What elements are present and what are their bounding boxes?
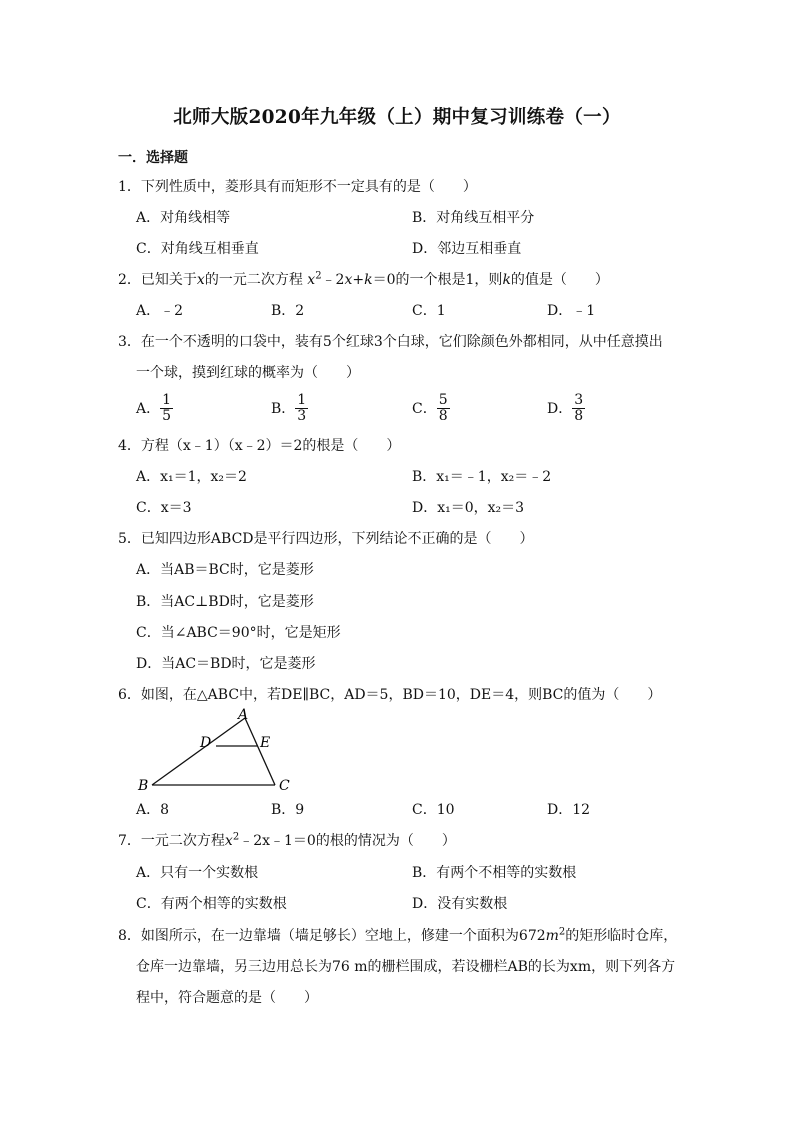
q2-text-b: 的一元二次方程 [204,272,303,288]
fraction: $\frac{5}{8}$ [438,392,448,424]
question-2-option-d: D．﹣1 [547,303,596,319]
question-3-option-d: D． $\frac{3}{8}$ [547,392,584,424]
question-5-option-a: A．当AB＝BC时，它是菱形 [136,562,314,578]
question-6-option-d: D．12 [547,802,591,818]
question-1-option-c: C．对角线互相垂直 [136,241,259,257]
question-4-option-d: D．x₁＝0，x₂＝3 [412,500,525,516]
question-7-option-a: A．只有一个实数根 [136,865,259,881]
question-8-stem-line2: 仓库一边靠墙，另三边用总长为76 m的栅栏围成，若设栅栏AB的长为xm，则下列各方 [136,959,676,975]
q7-var-x2: x [224,833,233,849]
label-b: B [138,778,149,794]
question-3-stem-line1: 3．在一个不透明的口袋中，装有5个红球3个白球，它们除颜色外都相同，从中任意摸出 [118,334,663,350]
question-5-stem: 5．已知四边形ABCD是平行四边形，下列结论不正确的是（ ） [118,531,534,547]
question-6-option-a: A．8 [136,802,170,818]
question-5-option-b: B．当AC⊥BD时，它是菱形 [136,594,314,610]
question-3-stem-line2: 一个球，摸到红球的概率为（ ） [136,365,360,381]
fraction: $\frac{1}{3}$ [297,392,307,424]
question-5-option-c: C．当∠ABC＝90°时，它是矩形 [136,625,341,641]
page-title: 北师大版2020年九年级（上）期中复习训练卷（一） [173,107,621,128]
q8-exponent: 2 [558,926,566,938]
question-7-option-b: B．有两个不相等的实数根 [412,865,577,881]
question-2-option-b: B．2 [271,303,305,319]
side-ab [152,718,245,785]
question-6-option-b: B．9 [271,802,305,818]
question-4-option-a: A．x₁＝1，x₂＝2 [136,469,247,485]
question-4-option-c: C．x＝3 [136,500,192,516]
q8-unit-m: m [545,928,559,944]
question-8-stem-line1: 8．如图所示，在一边靠墙（墙足够长）空地上，修建一个面积为$672m^2$的矩形临时仓库， [118,926,678,944]
label-d: D [200,735,212,751]
fraction: $\frac{1}{5}$ [162,392,172,424]
fraction: $\frac{3}{8}$ [574,392,584,424]
triangle-figure [130,706,310,798]
question-1-option-a: A．对角线相等 [136,210,231,226]
section-heading: 一．选择题 [118,150,188,166]
q2-text-d: ＝0的一个根是1，则 [372,272,503,288]
label-a: A [238,707,249,723]
question-3-option-a: A． $\frac{1}{5}$ [136,392,172,424]
q2-var-k: k [364,272,373,288]
question-2-option-c: C．1 [412,303,446,319]
label-e: E [260,735,271,751]
question-1-option-b: B．对角线互相平分 [412,210,535,226]
question-1-option-d: D．邻边互相垂直 [412,241,522,257]
question-2-stem: 2．已知关于x的一元二次方程 $x^2﹣2x+k=0$的一个根是1，则k的值是（ ） [118,270,609,288]
question-6-stem: 6．如图，在△ABC中，若DE∥BC，AD＝5，BD＝10，DE＝4，则BC的值为（ ） [118,687,662,703]
q7-exponent: 2 [232,831,240,843]
question-7-option-d: D．没有实数根 [412,896,508,912]
question-7-option-c: C．有两个相等的实数根 [136,896,287,912]
question-4-option-b: B．x₁＝﹣1，x₂＝﹣2 [412,469,552,485]
q2-var-x: x [196,272,205,288]
q2-exponent: 2 [315,270,322,282]
question-3-option-c: C． $\frac{5}{8}$ [412,392,448,424]
q2-var-x2: x [307,272,316,288]
question-4-stem: 4．方程（x﹣1）（x﹣2）＝2的根是（ ） [118,438,401,454]
question-8-stem-line3: 程中，符合题意的是（ ） [136,990,318,1006]
label-c: C [279,778,290,794]
question-1-stem: 1．下列性质中，菱形具有而矩形不一定具有的是（ ） [118,179,477,195]
q2-text-c: ﹣2 [321,272,345,288]
q2-text-e: 的值是（ ） [510,272,609,288]
question-2-option-a: A．﹣2 [136,303,184,319]
question-5-option-d: D．当AC＝BD时，它是菱形 [136,656,316,672]
side-ac [245,718,275,785]
question-3-option-b: B． $\frac{1}{3}$ [271,392,307,424]
question-7-stem: 7．一元二次方程$x^2﹣2x﹣1=0$的根的情况为（ ） [118,831,456,849]
question-6-option-c: C．10 [412,802,455,818]
q2-text-a: 2．已知关于 [118,272,197,288]
